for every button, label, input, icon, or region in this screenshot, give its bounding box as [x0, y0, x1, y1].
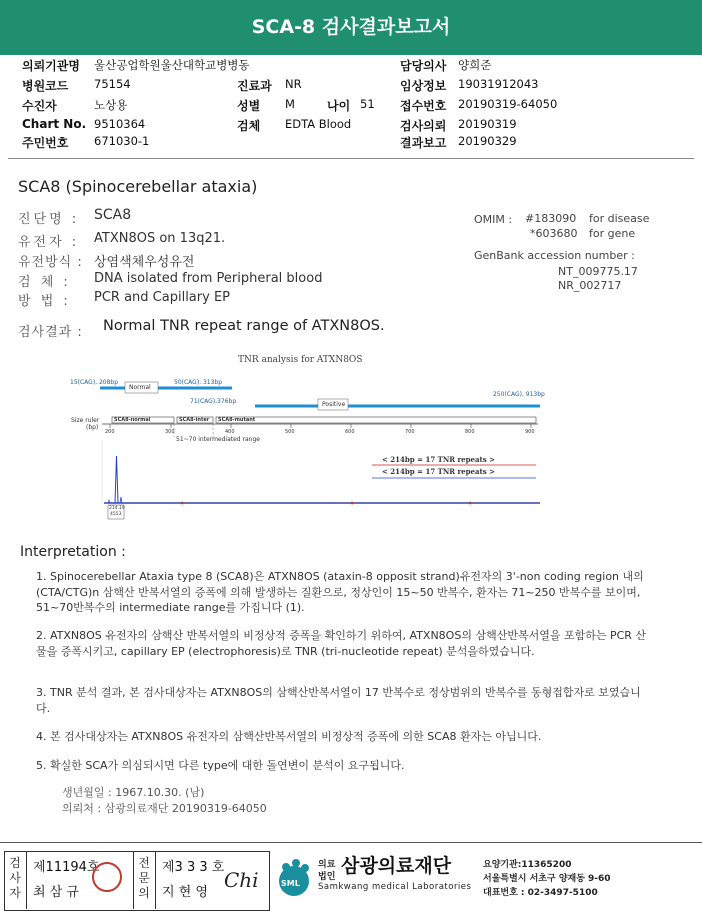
result-value: Normal TNR repeat range of ATXN8OS.: [103, 318, 385, 334]
ruler-tick-300: 300: [165, 429, 175, 435]
omim-gene-note: for gene: [589, 227, 636, 240]
inspector-seal: [92, 862, 122, 892]
resident-no-label: 주민번호: [22, 136, 69, 150]
sex-value: M: [285, 97, 295, 111]
sca8-mutant-label: SCA8-mutant: [218, 417, 256, 423]
specimen-label: 검체: [237, 119, 261, 133]
omim-gene-id: *603680: [530, 227, 578, 240]
org-name: 삼광의료재단: [341, 855, 452, 877]
reviewer-label: 전문의: [138, 856, 150, 900]
size-standard-mark: [351, 502, 354, 505]
intermediate-note: 51~70 intermediated range: [176, 436, 260, 443]
gene-value: ATXN8OS on 13q21.: [94, 231, 226, 246]
peak-label-1: 214.19: [109, 506, 125, 511]
footer-divider: [0, 842, 702, 843]
method-label: 방 법 :: [18, 294, 71, 309]
size-ruler-unit: (bp): [86, 424, 99, 431]
sml-logo-text: SML: [281, 879, 300, 888]
interpretation-item-4: 4. 본 검사대상자는 ATXN8OS 유전자의 삼핵산반복서열의 비정상적 증폭에 의한 SCA8 환자는 아닙니다.: [36, 730, 542, 743]
size-standard-mark: [469, 502, 472, 505]
omim-disease-id: #183090: [525, 212, 577, 225]
figure-title: TNR analysis for ATXN8OS: [238, 355, 363, 365]
receipt-no-label: 접수번호: [400, 99, 447, 113]
genbank-id-2: NR_002717: [558, 279, 622, 292]
requester: 의뢰처 : 삼광의료재단 20190319-64050: [62, 802, 267, 815]
reviewer-name: 지 현 영: [162, 885, 208, 900]
interpretation-item-2: 2. ATXN8OS 유전자의 삼핵산 반복서열의 비정상적 증폭을 확인하기 위하여, ATXN8OS의 삼핵산반복서열을 포함하는 PCR 산물을 증폭시키고, capillary EP (electrophoresis)로 TNR (tri-nucleotide repeat) 분석을하였습니다.: [36, 629, 647, 658]
clinical-info-value: 19031912043: [458, 77, 539, 91]
inspector-license: 제11194호: [33, 860, 100, 875]
reviewer-license: 제3 3 3 호: [162, 860, 225, 875]
agency-code: 요양기관:11365200: [483, 860, 572, 870]
ruler-tick-400: 400: [225, 429, 235, 435]
birth-date: 생년월일 : 1967.10.30. (남): [62, 786, 205, 799]
hospital-code-label: 병원코드: [22, 79, 69, 93]
age-label: 나이: [327, 99, 351, 113]
sca8-normal-label: SCA8-normal: [114, 417, 151, 423]
repeat-note-2: < 214bp = 17 TNR repeats >: [382, 467, 495, 476]
request-date-value: 20190319: [458, 117, 517, 131]
address: 서울특별시 서초구 양재동 9-60: [483, 874, 611, 884]
hospital-code-value: 75154: [94, 77, 131, 91]
org-prefix-top: 의료: [318, 860, 336, 870]
report-date-value: 20190329: [458, 134, 517, 148]
omim-disease-note: for disease: [589, 212, 650, 225]
interpretation-item-5: 5. 확실한 SCA가 의심되시면 다른 type에 대한 돌연변이 분석이 요구됩니다.: [36, 759, 405, 772]
peak-minor: [120, 497, 122, 503]
repeat-note-1: < 214bp = 17 TNR repeats >: [382, 455, 495, 464]
sca8-mutant-bar: [216, 417, 536, 423]
chart-no-value: 9510364: [94, 117, 146, 131]
physician-value: 양희준: [458, 58, 492, 72]
peak-main: [113, 456, 120, 503]
resident-no-value: 671030-1: [94, 134, 150, 148]
normal-range-start: 15(CAG), 208bp: [70, 379, 119, 386]
physician-label: 담당의사: [400, 59, 447, 73]
report-title: SCA-8 검사결과보고서: [251, 16, 451, 38]
institution-value: 울산공업학원울산대학교병병동: [94, 58, 250, 72]
size-ruler-label: Size ruler: [71, 417, 100, 424]
ruler-tick-500: 500: [285, 429, 295, 435]
ruler-tick-700: 700: [405, 429, 415, 435]
normal-label: Normal: [129, 384, 151, 391]
clinical-info-label: 임상정보: [400, 79, 447, 93]
reviewer-signature: Chi: [224, 868, 259, 892]
department-value: NR: [285, 77, 302, 91]
ruler-tick-200: 200: [105, 429, 115, 435]
diagnosis-value: SCA8: [94, 207, 132, 223]
normal-range-end: 50(CAG), 313bp: [174, 379, 223, 386]
receipt-no-value: 20190319-64050: [458, 97, 558, 111]
gene-label: 유전자 :: [18, 235, 80, 250]
positive-label: Positive: [322, 401, 346, 408]
interpretation-item-1: 1. Spinocerebellar Ataxia type 8 (SCA8)은 ATXN8OS (ataxin-8 opposit strand)유전자의 3'-non coding region 내의 (CTA/CTG)n 삼핵산 반복서열의 증폭에 의해 발생하는 질환으로, 정상인이 15~50 반복수, 환자는 71~250 반복수를 보이며, 51~70반복수의 intermediate range를 가집니다 (1).: [36, 570, 644, 614]
omim-label: OMIM :: [474, 213, 513, 226]
request-date-label: 검사의뢰: [400, 119, 447, 133]
sml-logo: [272, 855, 316, 899]
sca8-inter-label: SCA8-inter: [179, 417, 210, 423]
report-date-label: 결과보고: [400, 136, 447, 150]
interpretation-item-3: 3. TNR 분석 결과, 본 검사대상자는 ATXN8OS의 삼핵산반복서열이 17 반복수로 정상범위의 반복수를 동형접합자로 보였습니다.: [36, 686, 641, 715]
inheritance-value: 상염색체우성유전: [94, 255, 195, 270]
ruler-tick-600: 600: [345, 429, 355, 435]
collector-label: 수진자: [22, 99, 57, 113]
ruler-tick-800: 800: [465, 429, 475, 435]
result-label: 검사결과 :: [18, 325, 83, 340]
peak-label-2: 4553: [110, 512, 122, 517]
genbank-label: GenBank accession number :: [474, 249, 635, 262]
phone: 대표번호 : 02-3497-5100: [483, 888, 598, 898]
specimen-type-value: DNA isolated from Peripheral blood: [94, 271, 323, 286]
chart-no-label: Chart No.: [22, 117, 87, 131]
org-name-en: Samkwang medical Laboratories: [318, 882, 472, 892]
diagnosis-label: 진단명 :: [18, 212, 80, 227]
positive-range-end: 250(CAG), 913bp: [493, 391, 545, 398]
inheritance-label: 유전방식 :: [18, 255, 83, 270]
section-title: SCA8 (Spinocerebellar ataxia): [18, 177, 258, 196]
sml-logo-icon: [272, 855, 316, 899]
method-value: PCR and Capillary EP: [94, 290, 230, 305]
org-prefix-bottom: 법인: [318, 872, 336, 882]
institution-label: 의뢰기관명: [22, 59, 80, 73]
age-value: 51: [360, 97, 375, 111]
ruler-tick-900: 900: [525, 429, 535, 435]
specimen-value: EDTA Blood: [285, 117, 352, 131]
sex-label: 성별: [237, 99, 261, 113]
positive-range-start: 71(CAG),376bp: [190, 398, 237, 405]
collector-value: 노상용: [94, 98, 128, 112]
interpretation-heading: Interpretation :: [20, 544, 126, 560]
inspector-label: 검사자: [9, 856, 21, 900]
genbank-id-1: NT_009775.17: [558, 265, 638, 278]
size-standard-mark: [181, 502, 184, 505]
inspector-name: 최 삼 규: [33, 885, 79, 900]
department-label: 진료과: [237, 79, 272, 93]
specimen-type-label: 검 체 :: [18, 275, 71, 290]
